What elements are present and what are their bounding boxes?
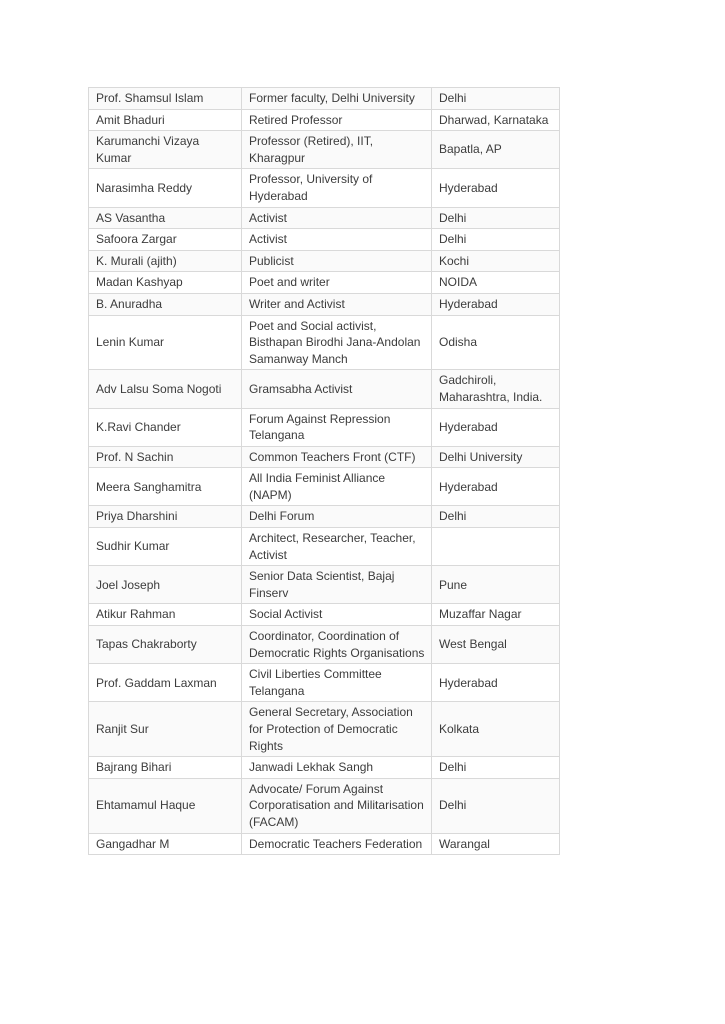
signatory-name: Priya Dharshini [89,506,242,528]
signatory-affiliation: All India Feminist Alliance (NAPM) [242,468,432,506]
table-row [89,131,560,169]
signatory-name: Adv Lalsu Soma Nogoti [89,370,242,408]
signatory-location: Delhi [432,88,560,110]
table-row [89,778,560,833]
signatory-name: Lenin Kumar [89,315,242,370]
table-row [89,604,560,626]
signatory-affiliation: Publicist [242,250,432,272]
signatory-name: Safoora Zargar [89,229,242,251]
signatory-location: Hyderabad [432,468,560,506]
table-row [89,664,560,702]
signatory-name: Joel Joseph [89,566,242,604]
signatory-name: Amit Bhaduri [89,109,242,131]
table-row [89,833,560,855]
table-row [89,293,560,315]
signatory-location: Hyderabad [432,664,560,702]
table-row [89,370,560,408]
signatory-location: Warangal [432,833,560,855]
signatory-location: Odisha [432,315,560,370]
signatory-affiliation: Architect, Researcher, Teacher, Activist [242,528,432,566]
signatory-name: Tapas Chakraborty [89,626,242,664]
signatory-affiliation: Retired Professor [242,109,432,131]
signatory-location [432,528,560,566]
signatory-affiliation: Activist [242,207,432,229]
signatory-name: B. Anuradha [89,293,242,315]
signatory-location: Delhi [432,207,560,229]
signatory-name: Prof. Gaddam Laxman [89,664,242,702]
table-row [89,88,560,110]
signatory-name: Ranjit Sur [89,702,242,757]
table-row [89,468,560,506]
signatory-affiliation: Activist [242,229,432,251]
table-row [89,528,560,566]
signatory-affiliation: General Secretary, Association for Protection of Democratic Rights [242,702,432,757]
signatory-location: Gadchiroli, Maharashtra, India. [432,370,560,408]
signatory-location: Hyderabad [432,408,560,446]
signatory-affiliation: Janwadi Lekhak Sangh [242,757,432,779]
table-row [89,702,560,757]
signatory-affiliation: Democratic Teachers Federation [242,833,432,855]
table-row [89,757,560,779]
signatory-affiliation: Delhi Forum [242,506,432,528]
signatory-location: Dharwad, Karnataka [432,109,560,131]
table-row [89,109,560,131]
signatory-location: Delhi [432,778,560,833]
signatory-name: K. Murali (ajith) [89,250,242,272]
signatory-name: Karumanchi Vizaya Kumar [89,131,242,169]
signatory-location: Hyderabad [432,293,560,315]
table-row [89,207,560,229]
signatory-affiliation: Poet and Social activist, Bisthapan Birodhi Jana-Andolan Samanway Manch [242,315,432,370]
signatory-affiliation: Social Activist [242,604,432,626]
signatory-affiliation: Civil Liberties Committee Telangana [242,664,432,702]
signatory-name: AS Vasantha [89,207,242,229]
signatory-name: Ehtamamul Haque [89,778,242,833]
signatory-location: Kolkata [432,702,560,757]
signatory-name: Atikur Rahman [89,604,242,626]
signatory-name: Meera Sanghamitra [89,468,242,506]
signatory-affiliation: Common Teachers Front (CTF) [242,446,432,468]
table-row [89,229,560,251]
signatory-name: K.Ravi Chander [89,408,242,446]
table-row [89,626,560,664]
table-row [89,250,560,272]
signatory-affiliation: Senior Data Scientist, Bajaj Finserv [242,566,432,604]
signatory-name: Madan Kashyap [89,272,242,294]
signatory-affiliation: Forum Against Repression Telangana [242,408,432,446]
signatory-affiliation: Coordinator, Coordination of Democratic Rights Organisations [242,626,432,664]
signatory-location: Muzaffar Nagar [432,604,560,626]
signatory-location: Hyderabad [432,169,560,207]
signatory-location: Kochi [432,250,560,272]
signatory-affiliation: Writer and Activist [242,293,432,315]
signatory-location: NOIDA [432,272,560,294]
signatory-location: Delhi University [432,446,560,468]
table-row [89,272,560,294]
signatory-location: Bapatla, AP [432,131,560,169]
signatory-name: Prof. Shamsul Islam [89,88,242,110]
table-row [89,506,560,528]
table-row [89,315,560,370]
table-row [89,408,560,446]
signatory-name: Narasimha Reddy [89,169,242,207]
signatory-affiliation: Professor, University of Hyderabad [242,169,432,207]
signatory-location: West Bengal [432,626,560,664]
signatory-affiliation: Former faculty, Delhi University [242,88,432,110]
signatory-location: Delhi [432,229,560,251]
signatory-affiliation: Gramsabha Activist [242,370,432,408]
signatories-table [88,87,560,855]
signatory-name: Sudhir Kumar [89,528,242,566]
table-row [89,169,560,207]
signatory-location: Delhi [432,757,560,779]
signatory-name: Prof. N Sachin [89,446,242,468]
signatory-location: Pune [432,566,560,604]
table-row [89,566,560,604]
signatory-location: Delhi [432,506,560,528]
table-row [89,446,560,468]
signatory-affiliation: Advocate/ Forum Against Corporatisation and Militarisation (FACAM) [242,778,432,833]
signatory-affiliation: Poet and writer [242,272,432,294]
signatory-name: Bajrang Bihari [89,757,242,779]
signatory-affiliation: Professor (Retired), IIT, Kharagpur [242,131,432,169]
signatory-name: Gangadhar M [89,833,242,855]
